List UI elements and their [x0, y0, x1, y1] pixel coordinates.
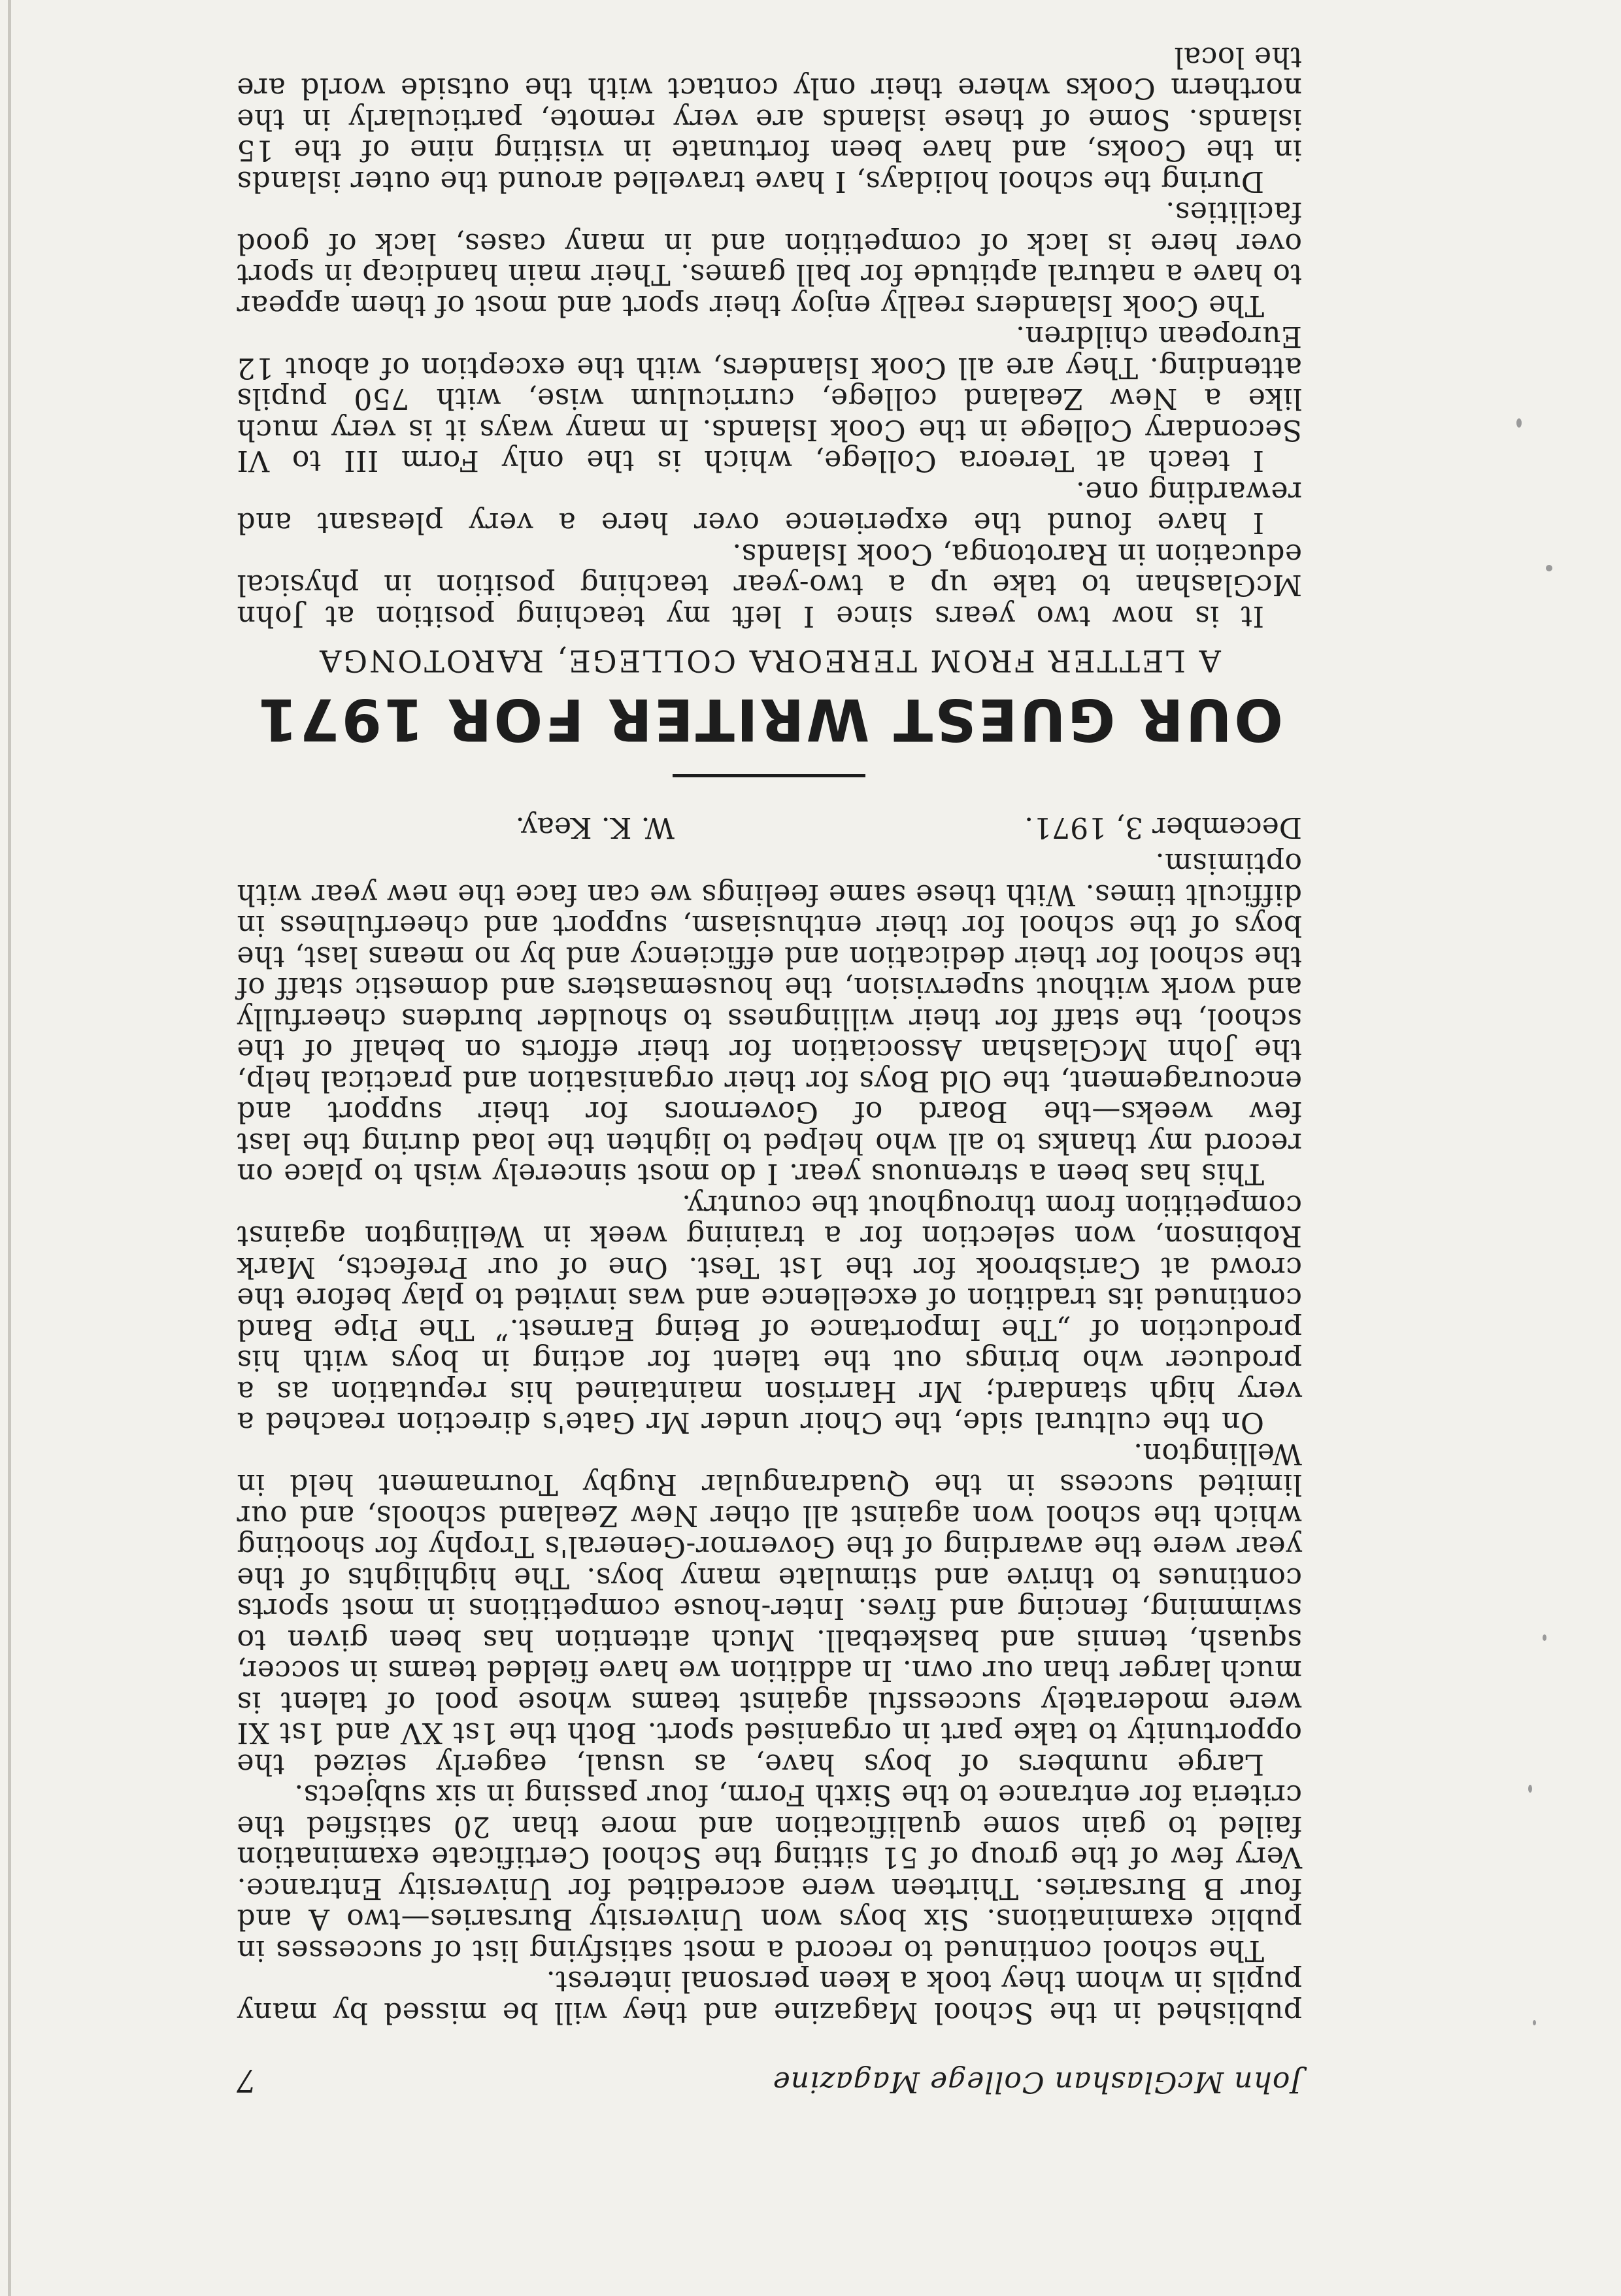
paper-speck — [1543, 1634, 1546, 1641]
signature-block — [237, 805, 1302, 844]
guest-paragraph-1: It is now two years since I left my teaching position at John McGlashan to take up a two-year teaching position in physical education in Rarotonga, Cook Islands. — [237, 537, 1302, 633]
paper-speck — [1516, 418, 1522, 428]
paper-speck — [1528, 1785, 1532, 1793]
paper-speck — [1546, 565, 1552, 571]
signature-date: December 3, 1971. — [1024, 811, 1302, 844]
guest-paragraph-4: The Cook Islanders really enjoy their sport and most of them appear to have a natural aptitude for ball games. Their main handicap in sport over here is lack of competition and in many cases, lack of good facilities. — [237, 195, 1302, 322]
running-header — [237, 2053, 1302, 2099]
signature-name: W. K. Keay. — [515, 811, 675, 844]
section-divider — [673, 774, 866, 777]
guest-paragraph-3: I teach at Tereora College, which is the only Form III to VI Secondary College in the Cook Islands. In many ways it is very much like a New Zealand college, curriculum wise, with 750 pupils attending. They are all Cook Islanders, with the exception of about 12 European children. — [237, 320, 1302, 478]
article-body — [237, 42, 1302, 2029]
running-title: John McGlashan College Magazine — [772, 2065, 1302, 2099]
paragraph-1: published in the School Magazine and they will be missed by many pupils in whom they took a keen personal interest. — [237, 1965, 1302, 2029]
paragraph-3: Large numbers of boys have, as usual, eagerly seized the opportunity to take part in organised sport. Both the 1st XV and 1st XI were moderately successful against teams whose pool of talent is much larger than our own. In addition we have fielded teams in soccer, squash, tennis and basketball. Much attention has been given to swimming, fencing and fives. Inter-house competitions in most sports continues to thrive and stimulate many boys. The highlights of the year were the awarding of the Governor-General's Trophy for shooting which the school won against all other New Zealand schools, and our limited success in the Quadrangular Rugby Tournament held in Wellington. — [237, 1437, 1302, 1781]
guest-paragraph-5: During the school holidays, I have travelled around the outer islands in the Cooks, and have been fortunate in visiting nine of the 15 islands. Some of these islands are very remote, particularly in the northern Cooks where their only contact with the outside world are the local — [237, 41, 1302, 198]
paragraph-2: The school continued to record a most satisfying list of successes in public examinations. Six boys won University Bursaries—two A and four B Bursaries. Thirteen were accredited for University Entrance. Very few of the group of 51 sitting the School Certificate examination failed to gain some qualification and more than 20 satisfied the criteria for entrance to the Sixth Form, four passing in six subjects. — [237, 1778, 1302, 1967]
guest-writer-subtitle: A LETTER FROM TEREORA COLLEGE, RAROTONGA — [318, 643, 1221, 679]
paragraph-5: This has been a strenuous year. I do most sincerely wish to place on record my thanks to all who helped to lighten the load during the last few weeks—the Board of Governors for their support and encouragement, the Old Boys for their organisation and practical help, the John McGlashan Association for their efforts on behalf of the school, the staff for their willingness to shoulder burdens cheerfully and work without supervision, the housemasters and domestic staff of the school for their dedication and efficiency and by no means last, the boys of the school for their enthusiasm, support and cheerfulness in difficult times. With these same feelings we can face the new year with optimism. — [237, 847, 1302, 1191]
paper-speck — [1533, 2020, 1536, 2025]
guest-writer-title: OUR GUEST WRITER FOR 1971 — [256, 686, 1283, 753]
paragraph-4: On the cultural side, the Choir under Mr Gate's direction reached a very high standard; Mr Harrison maintained his reputation as a producer who brings out the talent for acting in boys with his production of „The Importance of Being Earnest.” The Pipe Band continued its tradition of excellence and was invited to play before the crowd at Carisbrook for the 1st Test. One of our Prefects, Mark Robinson, won selection for a training week in Wellington against competition from throughout the country. — [237, 1189, 1302, 1440]
page-number: 7 — [237, 2062, 257, 2099]
guest-paragraph-2: I have found the experience over here a very pleasant and rewarding one. — [237, 475, 1302, 540]
